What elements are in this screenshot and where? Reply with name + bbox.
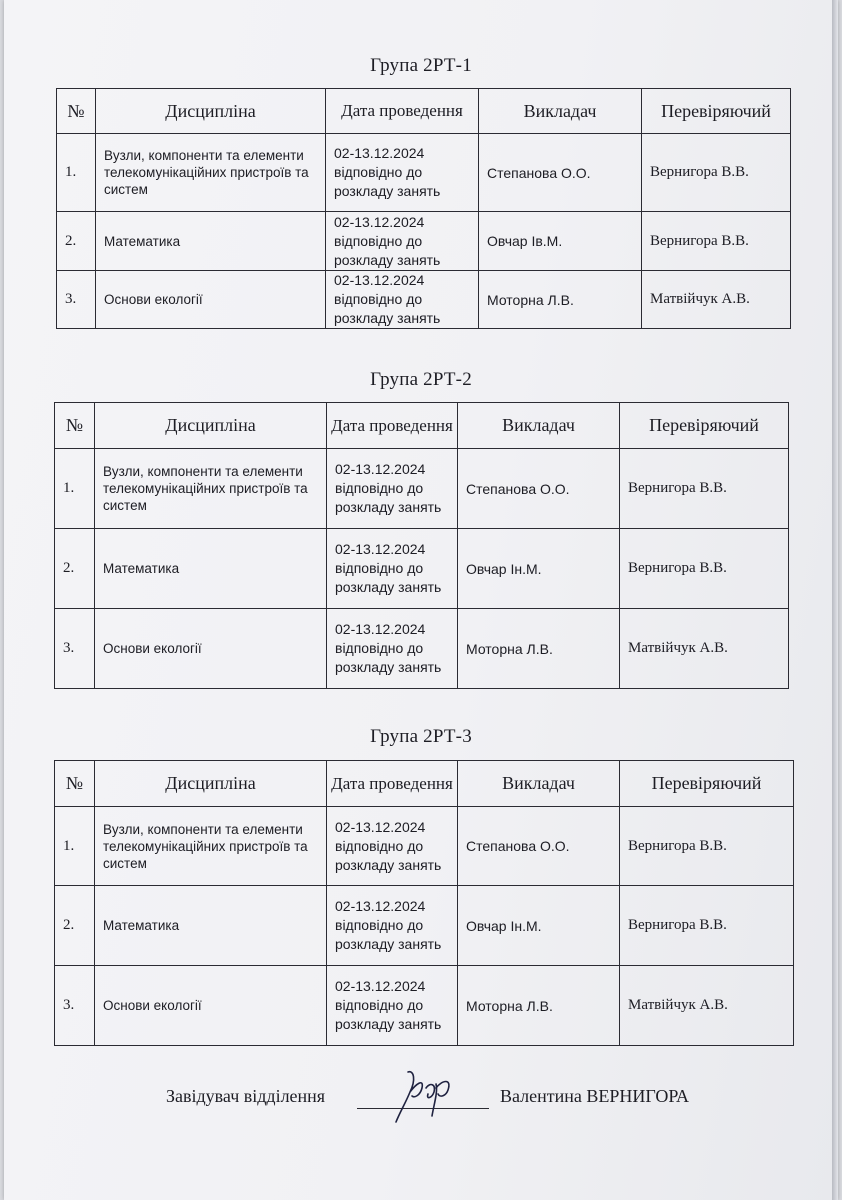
table-row xyxy=(55,449,789,529)
header-date: Дата проведення xyxy=(327,403,458,449)
row-checker: Вернигора В.В. xyxy=(642,212,791,271)
table-header-row xyxy=(57,89,791,134)
row-checker: Матвійчук А.В. xyxy=(620,966,794,1046)
schedule-table xyxy=(56,88,791,329)
row-discipline: Основи екології xyxy=(95,966,327,1046)
row-teacher: Степанова О.О. xyxy=(458,807,620,886)
row-num: 2. xyxy=(55,886,95,966)
row-teacher: Овчар Ін.М. xyxy=(458,886,620,966)
row-checker: Матвійчук А.В. xyxy=(642,271,791,329)
row-teacher: Овчар Ін.М. xyxy=(458,529,620,609)
row-discipline: Вузли, компоненти та елементи телекомунікаційних пристроїв та систем xyxy=(96,134,326,212)
header-teacher: Викладач xyxy=(458,761,620,807)
row-date: 02-13.12.2024 відповідно до розкладу занять xyxy=(326,134,479,212)
group-title: Група 2РТ-2 xyxy=(370,369,472,390)
row-teacher: Моторна Л.В. xyxy=(458,609,620,689)
row-date: 02-13.12.2024 відповідно до розкладу занять xyxy=(327,449,458,529)
row-teacher: Моторна Л.В. xyxy=(479,271,642,329)
row-teacher: Овчар Ів.М. xyxy=(479,212,642,271)
footer-position: Завідувач відділення xyxy=(166,1086,326,1106)
schedule-table xyxy=(54,402,789,689)
header-discipline: Дисципліна xyxy=(96,89,326,134)
table-row xyxy=(55,886,794,966)
table-header-row xyxy=(55,403,789,449)
row-date: 02-13.12.2024 відповідно до розкладу занять xyxy=(327,807,458,886)
row-num: 3. xyxy=(55,966,95,1046)
row-discipline: Основи екології xyxy=(95,609,327,689)
row-checker: Вернигора В.В. xyxy=(620,807,794,886)
header-num: № xyxy=(55,761,95,807)
row-num: 2. xyxy=(55,529,95,609)
row-teacher: Степанова О.О. xyxy=(479,134,642,212)
header-teacher: Викладач xyxy=(479,89,642,134)
header-discipline: Дисципліна xyxy=(95,761,327,807)
row-checker: Вернигора В.В. xyxy=(620,529,789,609)
row-discipline: Математика xyxy=(95,886,327,966)
header-teacher: Викладач xyxy=(458,403,620,449)
row-checker: Вернигора В.В. xyxy=(642,134,791,212)
table-row xyxy=(57,271,791,329)
row-num: 1. xyxy=(55,449,95,529)
row-num: 3. xyxy=(55,609,95,689)
header-num: № xyxy=(55,403,95,449)
row-date: 02-13.12.2024 відповідно до розкладу занять xyxy=(327,529,458,609)
table-row xyxy=(57,134,791,212)
header-checker: Перевіряючий xyxy=(642,89,791,134)
footer-name: Валентина ВЕРНИГОРА xyxy=(500,1086,690,1106)
row-date: 02-13.12.2024 відповідно до розкладу занять xyxy=(327,609,458,689)
table-row xyxy=(55,529,789,609)
row-date: 02-13.12.2024 відповідно до розкладу занять xyxy=(326,212,479,271)
row-checker: Матвійчук А.В. xyxy=(620,609,789,689)
row-checker: Вернигора В.В. xyxy=(620,449,789,529)
header-date: Дата проведення xyxy=(327,761,458,807)
group-title: Група 2РТ-3 xyxy=(370,726,472,747)
row-checker: Вернигора В.В. xyxy=(620,886,794,966)
header-checker: Перевіряючий xyxy=(620,403,789,449)
header-discipline: Дисципліна xyxy=(95,403,327,449)
table-header-row xyxy=(55,761,794,807)
row-teacher: Моторна Л.В. xyxy=(458,966,620,1046)
row-discipline: Математика xyxy=(96,212,326,271)
row-num: 1. xyxy=(57,134,96,212)
row-num: 3. xyxy=(57,271,96,329)
header-checker: Перевіряючий xyxy=(620,761,794,807)
schedule-table xyxy=(54,760,794,1046)
table-row xyxy=(55,966,794,1046)
row-num: 2. xyxy=(57,212,96,271)
header-date: Дата проведення xyxy=(326,89,479,134)
table-row xyxy=(57,212,791,271)
row-discipline: Вузли, компоненти та елементи телекомунікаційних пристроїв та систем xyxy=(95,449,327,529)
page-edge-shadow xyxy=(832,0,838,1200)
group-title: Група 2РТ-1 xyxy=(370,55,472,76)
row-date: 02-13.12.2024 відповідно до розкладу занять xyxy=(326,271,479,329)
row-num: 1. xyxy=(55,807,95,886)
header-num: № xyxy=(57,89,96,134)
table-row xyxy=(55,807,794,886)
row-discipline: Основи екології xyxy=(96,271,326,329)
row-discipline: Математика xyxy=(95,529,327,609)
handwritten-signature xyxy=(386,1066,466,1126)
row-date: 02-13.12.2024 відповідно до розкладу занять xyxy=(327,886,458,966)
row-teacher: Степанова О.О. xyxy=(458,449,620,529)
row-discipline: Вузли, компоненти та елементи телекомунікаційних пристроїв та систем xyxy=(95,807,327,886)
table-row xyxy=(55,609,789,689)
row-date: 02-13.12.2024 відповідно до розкладу занять xyxy=(327,966,458,1046)
